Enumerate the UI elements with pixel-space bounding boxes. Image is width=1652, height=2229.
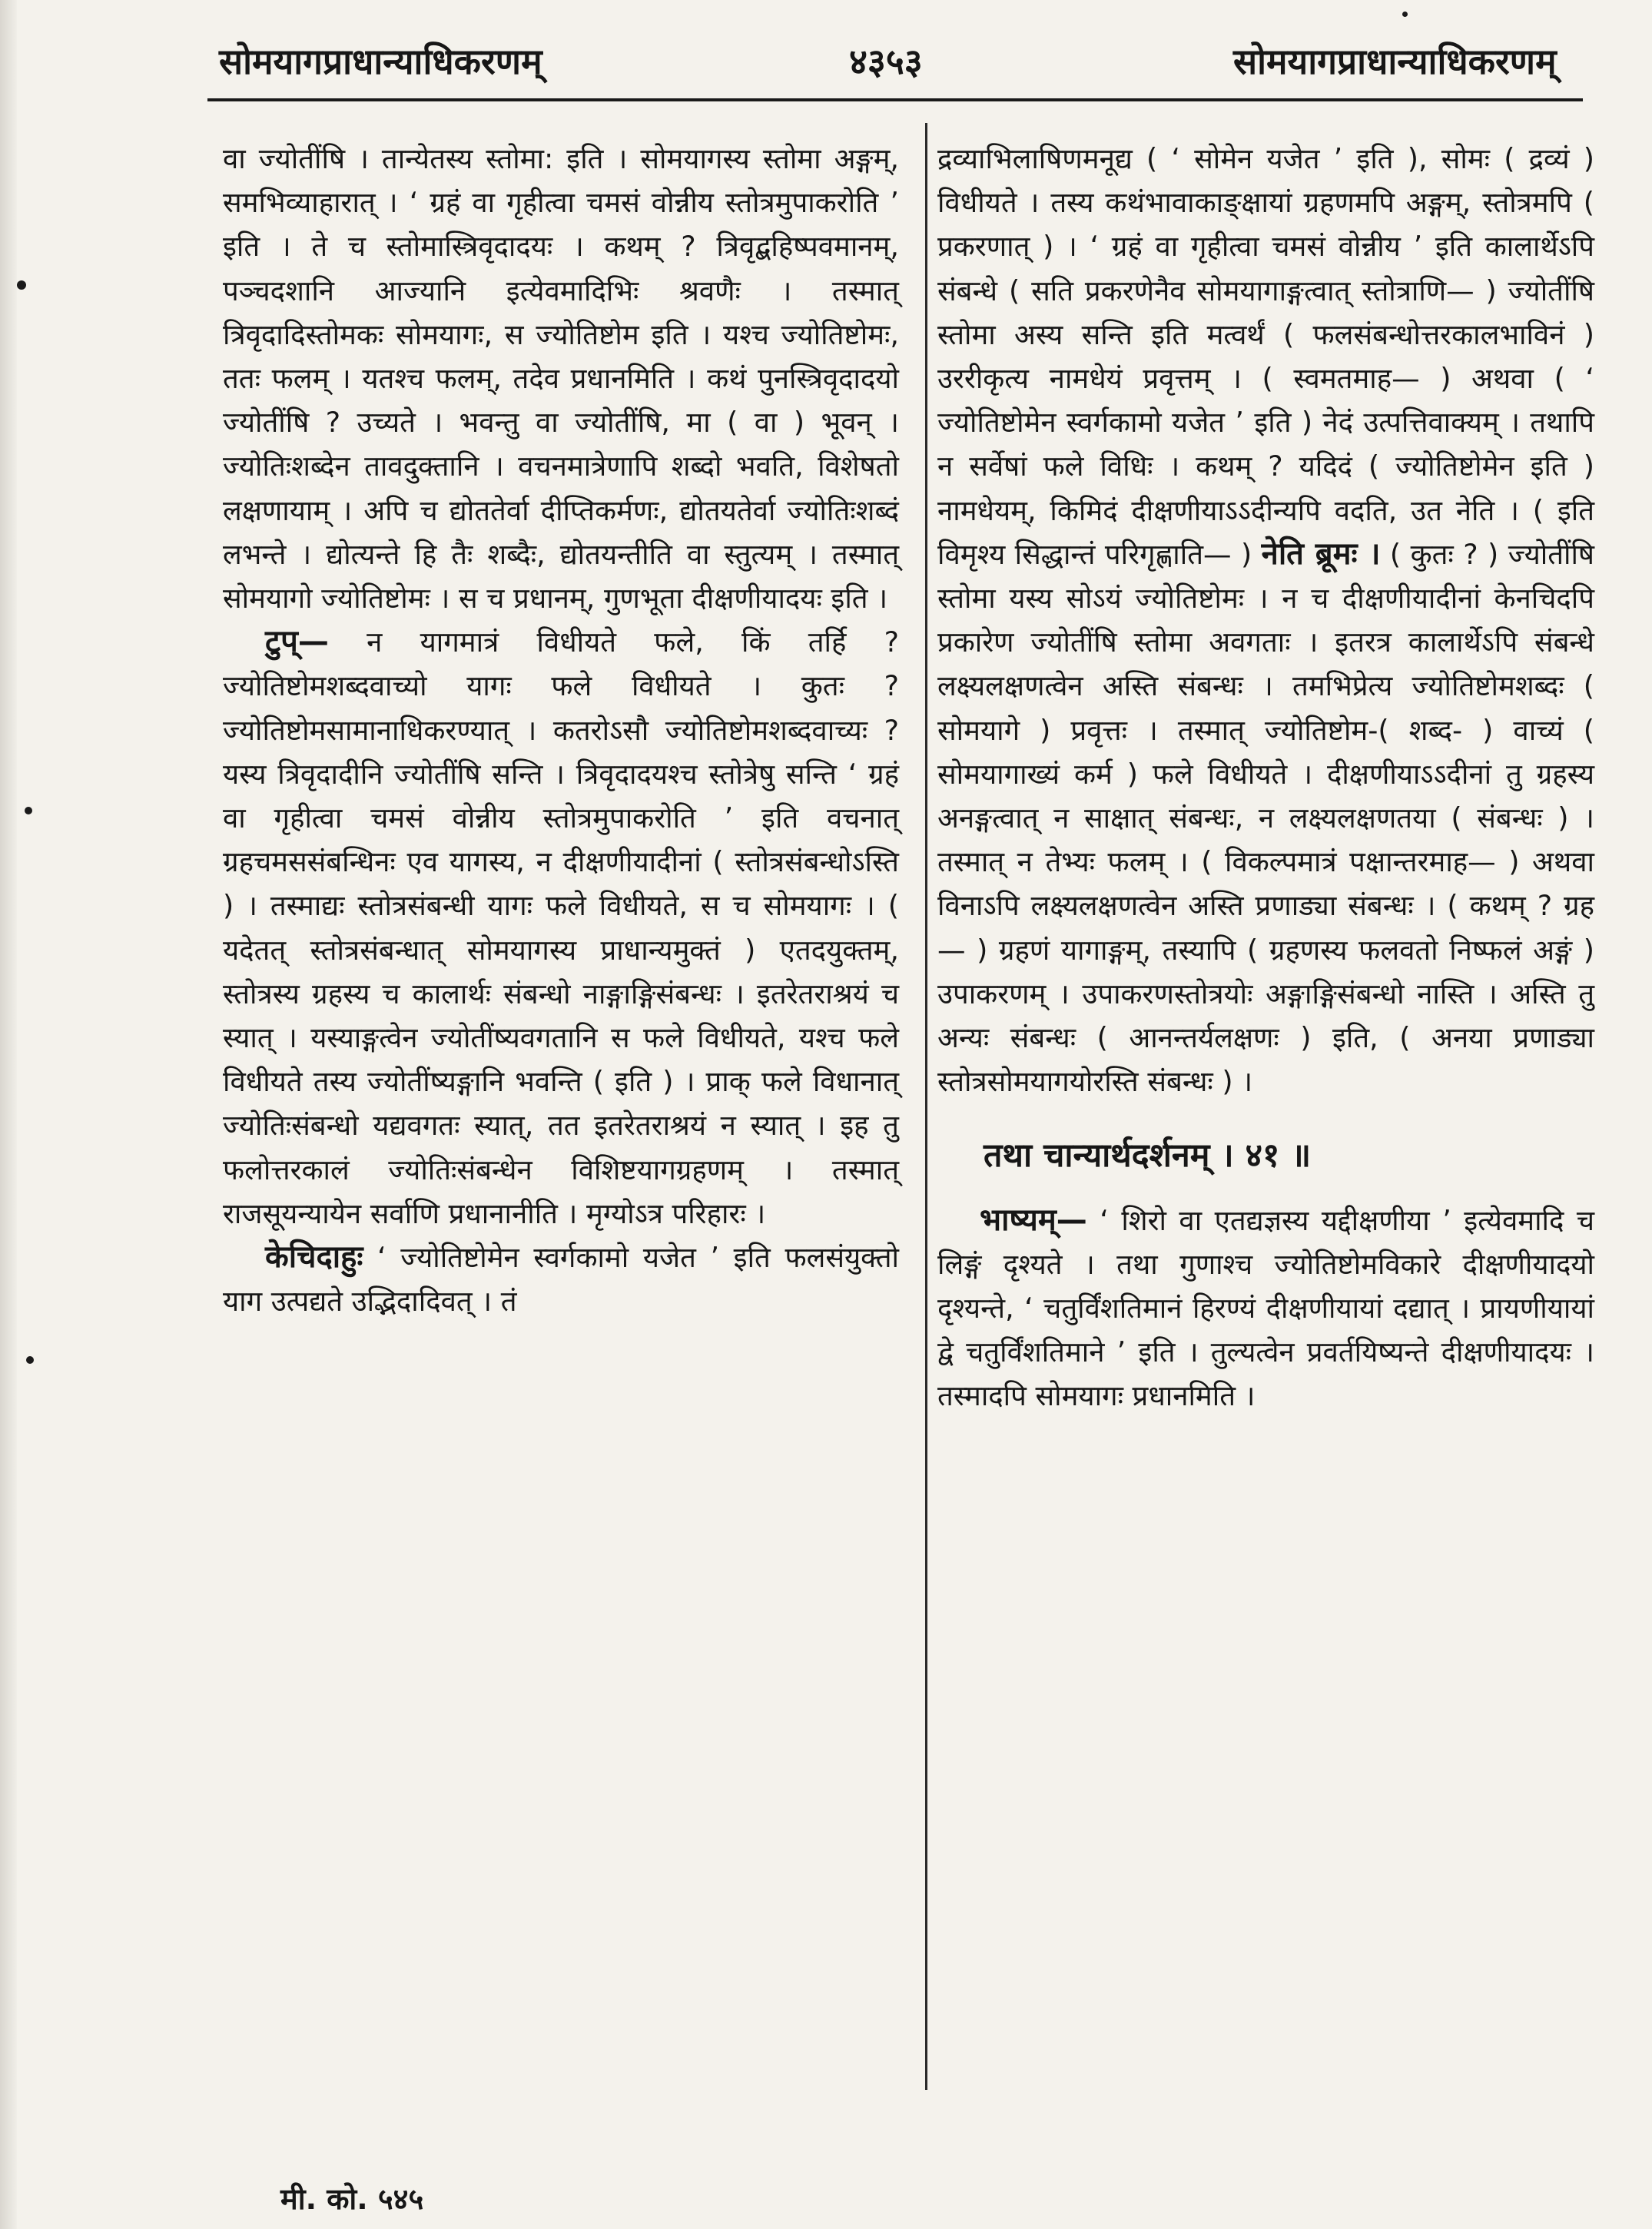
right-paragraph-2-text: ‘ शिरो वा एतद्यज्ञस्य यद्दीक्षणीया ’ इत्येवमादि च लिङ्गं दृश्यते । तथा गुणाश्च ज्योतिष्टोमविकारे दीक्षणीयादयो दृश्यन्ते, ‘ चतुर्विंशतिमानं हिरण्यं दीक्षणीयायां दद्यात् । प्रायणीयायां द्वे चतुर्विंशतिमाने ’ इति । तुल्यत्वेन प्रवर्तयिष्यन्ते दीक्षणीयादयः । तस्मादपि सोमयागः प्रधानमिति । xyxy=(937,1203,1594,1413)
right-column xyxy=(937,137,1594,1418)
margin-dot xyxy=(26,1356,34,1364)
siddhanta-emphasis: नेति ब्रूमः । xyxy=(1261,536,1381,572)
running-title-right: सोमयागप्राधान्याधिकरणम् xyxy=(1233,41,1557,82)
right-paragraph-1-continued: ( कुतः ? ) ज्योतींषि स्तोमा यस्य सोऽयं ज्योतिष्टोमः । न च दीक्षणीयादीनां केनचिदपि प्रकारेण ज्योतींषि स्तोमा अवगताः । इतरत्र कालार्थेऽपि संबन्धे लक्ष्यलक्षणत्वेन अस्ति संबन्धः । तमभिप्रेत्य ज्योतिष्टोमशब्दः ( सोमयागे ) प्रवृत्तः । तस्मात् ज्योतिष्टोम-( शब्द- ) वाच्यं ( सोमयागाख्यं कर्म ) फले विधीयते । दीक्षणीयाऽऽदीनां तु ग्रहस्य अनङ्गत्वात् न साक्षात् संबन्धः, न लक्ष्यलक्षणतया ( संबन्धः ) । तस्मात् न तेभ्यः फलम् । ( विकल्पमात्रं पक्षान्तरमाह— ) अथवा विनाऽपि लक्ष्यलक्षणत्वेन अस्ति प्रणाड्या संबन्धः । ( कथम् ? ग्रह— ) ग्रहणं यागाङ्गम्, तस्यापि ( ग्रहणस्य फलवतो निष्फलं अङ्गं ) उपाकरणम् । उपाकरणस्तोत्रयोः अङ्गाङ्गिसंबन्धो नास्ति । अस्ति तु अन्यः संबन्धः ( आनन्तर्यलक्षणः ) इति, ( अनया प्रणाड्या स्तोत्रसोमयागयोरस्ति संबन्धः ) । xyxy=(937,537,1595,1099)
left-paragraph-2-text: न यागमात्रं विधीयते फले, किं तर्हि ? ज्योतिष्टोमशब्दवाच्यो यागः फले विधीयते । कुतः ? ज्योतिष्टोमसामानाधिकरण्यात् । कतरोऽसौ ज्योतिष्टोमशब्दवाच्यः ? यस्य त्रिवृदादीनि ज्योतींषि सन्ति । त्रिवृदादयश्च स्तोत्रेषु सन्ति ‘ ग्रहं वा गृहीत्वा चमसं वोन्नीय स्तोत्रमुपाकरोति ’ इति वचनात् ग्रहचमससंबन्धिनः एव यागस्य, न दीक्षणीयादीनां ( स्तोत्रसंबन्धोऽस्ति ) । तस्माद्यः स्तोत्रसंबन्धी यागः फले विधीयते, स च सोमयागः । ( यदेतत् स्तोत्रसंबन्धात् सोमयागस्य प्राधान्यमुक्तं ) एतदयुक्तम्, स्तोत्रस्य ग्रहस्य च कालार्थः संबन्धो नाङ्गाङ्गिसंबन्धः । इतरेतराश्रयं च स्यात् । यस्याङ्गत्वेन ज्योतींष्यवगतानि स फले विधीयते, यश्च फले विधीयते तस्य ज्योतींष्यङ्गानि भवन्ति ( इति ) । प्राक् फले विधानात् ज्योतिःसंबन्धो यद्यवगतः स्यात्, तत इतरेतराश्रयं न स्यात् । इह तु फलोत्तरकालं ज्योतिःसंबन्धेन विशिष्टयागग्रहणम् । तस्मात् राजसूयन्यायेन सर्वाणि प्रधानानीति । मृग्योऽत्र परिहारः । xyxy=(223,625,899,1230)
footer-signature: मी. को. ५४५ xyxy=(280,2182,424,2216)
margin-dot xyxy=(17,280,26,290)
left-column xyxy=(223,137,899,1323)
page-number: ४३५३ xyxy=(849,41,923,82)
margin-dot xyxy=(1402,12,1408,17)
right-paragraph-1 xyxy=(937,137,1594,1103)
section-lead-tup: टुप्— xyxy=(265,624,329,660)
left-paragraph-1: वा ज्योतींषि । तान्येतस्य स्तोमा: इति । सोमयागस्य स्तोमा अङ्गम्, समभिव्याहारात् । ‘ ग्रहं वा गृहीत्वा चमसं वोन्नीय स्तोत्रमुपाकरोति ’ इति । ते च स्तोमास्त्रिवृदादयः । कथम् ? त्रिवृद्बहिष्पवमानम्, पञ्चदशानि आज्यानि इत्येवमादिभिः श्रवणैः । तस्मात् त्रिवृदादिस्तोमकः सोमयागः, स ज्योतिष्टोम इति । यश्च ज्योतिष्टोमः, ततः फलम् । यतश्च फलम्, तदेव प्रधानमिति । कथं पुनस्त्रिवृदादयो ज्योतींषि ? उच्यते । भवन्तु वा ज्योतींषि, मा ( वा ) भूवन् । ज्योतिःशब्देन तावदुक्तानि । वचनमात्रेणापि शब्दो भवति, विशेषतो लक्षणायाम् । अपि च द्योततेर्वा दीप्तिकर्मणः, द्योतयतेर्वा ज्योतिःशब्दं लभन्ते । द्योत्यन्ते हि तैः शब्दैः, द्योतयन्तीति वा स्तुत्यम् । तस्मात् सोमयागो ज्योतिष्टोमः । स च प्रधानम्, गुणभूता दीक्षणीयादयः इति । xyxy=(223,142,899,615)
left-paragraph-3 xyxy=(223,1236,899,1323)
left-paragraph-2 xyxy=(223,620,899,1236)
column-divider xyxy=(925,123,927,2090)
running-title-left: सोमयागप्राधान्याधिकरणम् xyxy=(219,41,542,82)
left-paragraph-3-text: ‘ ज्योतिष्टोमेन स्वर्गकामो यजेत ’ इति फलसंयुक्तो याग उत्पद्यते उद्भिदादिवत् । तं xyxy=(223,1241,899,1318)
margin-dot xyxy=(25,807,32,814)
binding-edge-shadow xyxy=(0,0,17,2229)
sutra-heading: तथा चान्यार्थदर्शनम् । ४१ ॥ xyxy=(984,1136,1312,1176)
section-lead-kecid: केचिदाहुः xyxy=(265,1239,363,1275)
header-rule xyxy=(207,98,1583,101)
right-paragraph-1-text: द्रव्याभिलाषिणमनूद्य ( ‘ सोमेन यजेत ’ इति ), सोमः ( द्रव्यं ) विधीयते । तस्य कथंभावाकाङ्क्षायां ग्रहणमपि अङ्गम्, स्तोत्रमपि ( प्रकरणात् ) । ‘ ग्रहं वा गृहीत्वा चमसं वोन्नीय ’ इति कालार्थेऽपि संबन्धे ( सति प्रकरणेनैव सोमयागाङ्गत्वात् स्तोत्राणि— ) ज्योतींषि स्तोमा अस्य सन्ति इति मत्वर्थं ( फलसंबन्धोत्तरकालभाविनं ) उररीकृत्य नामधेयं प्रवृत्तम् । ( स्वमतमाह— ) अथवा ( ‘ ज्योतिष्टोमेन स्वर्गकामो यजेत ’ इति ) नेदं उत्पत्तिवाक्यम् । तथापि न सर्वेषां फले विधिः । कथम् ? यदिदं ( ज्योतिष्टोमेन इति ) नामधेयम्, किमिदं दीक्षणीयाऽऽदीन्यपि वदति, उत नेति । ( इति विमृश्य सिद्धान्तं परिगृह्णाति— ) xyxy=(937,142,1594,571)
right-paragraph-2 xyxy=(937,1199,1594,1418)
section-lead-bhashya: भाष्यम्— xyxy=(980,1202,1087,1238)
